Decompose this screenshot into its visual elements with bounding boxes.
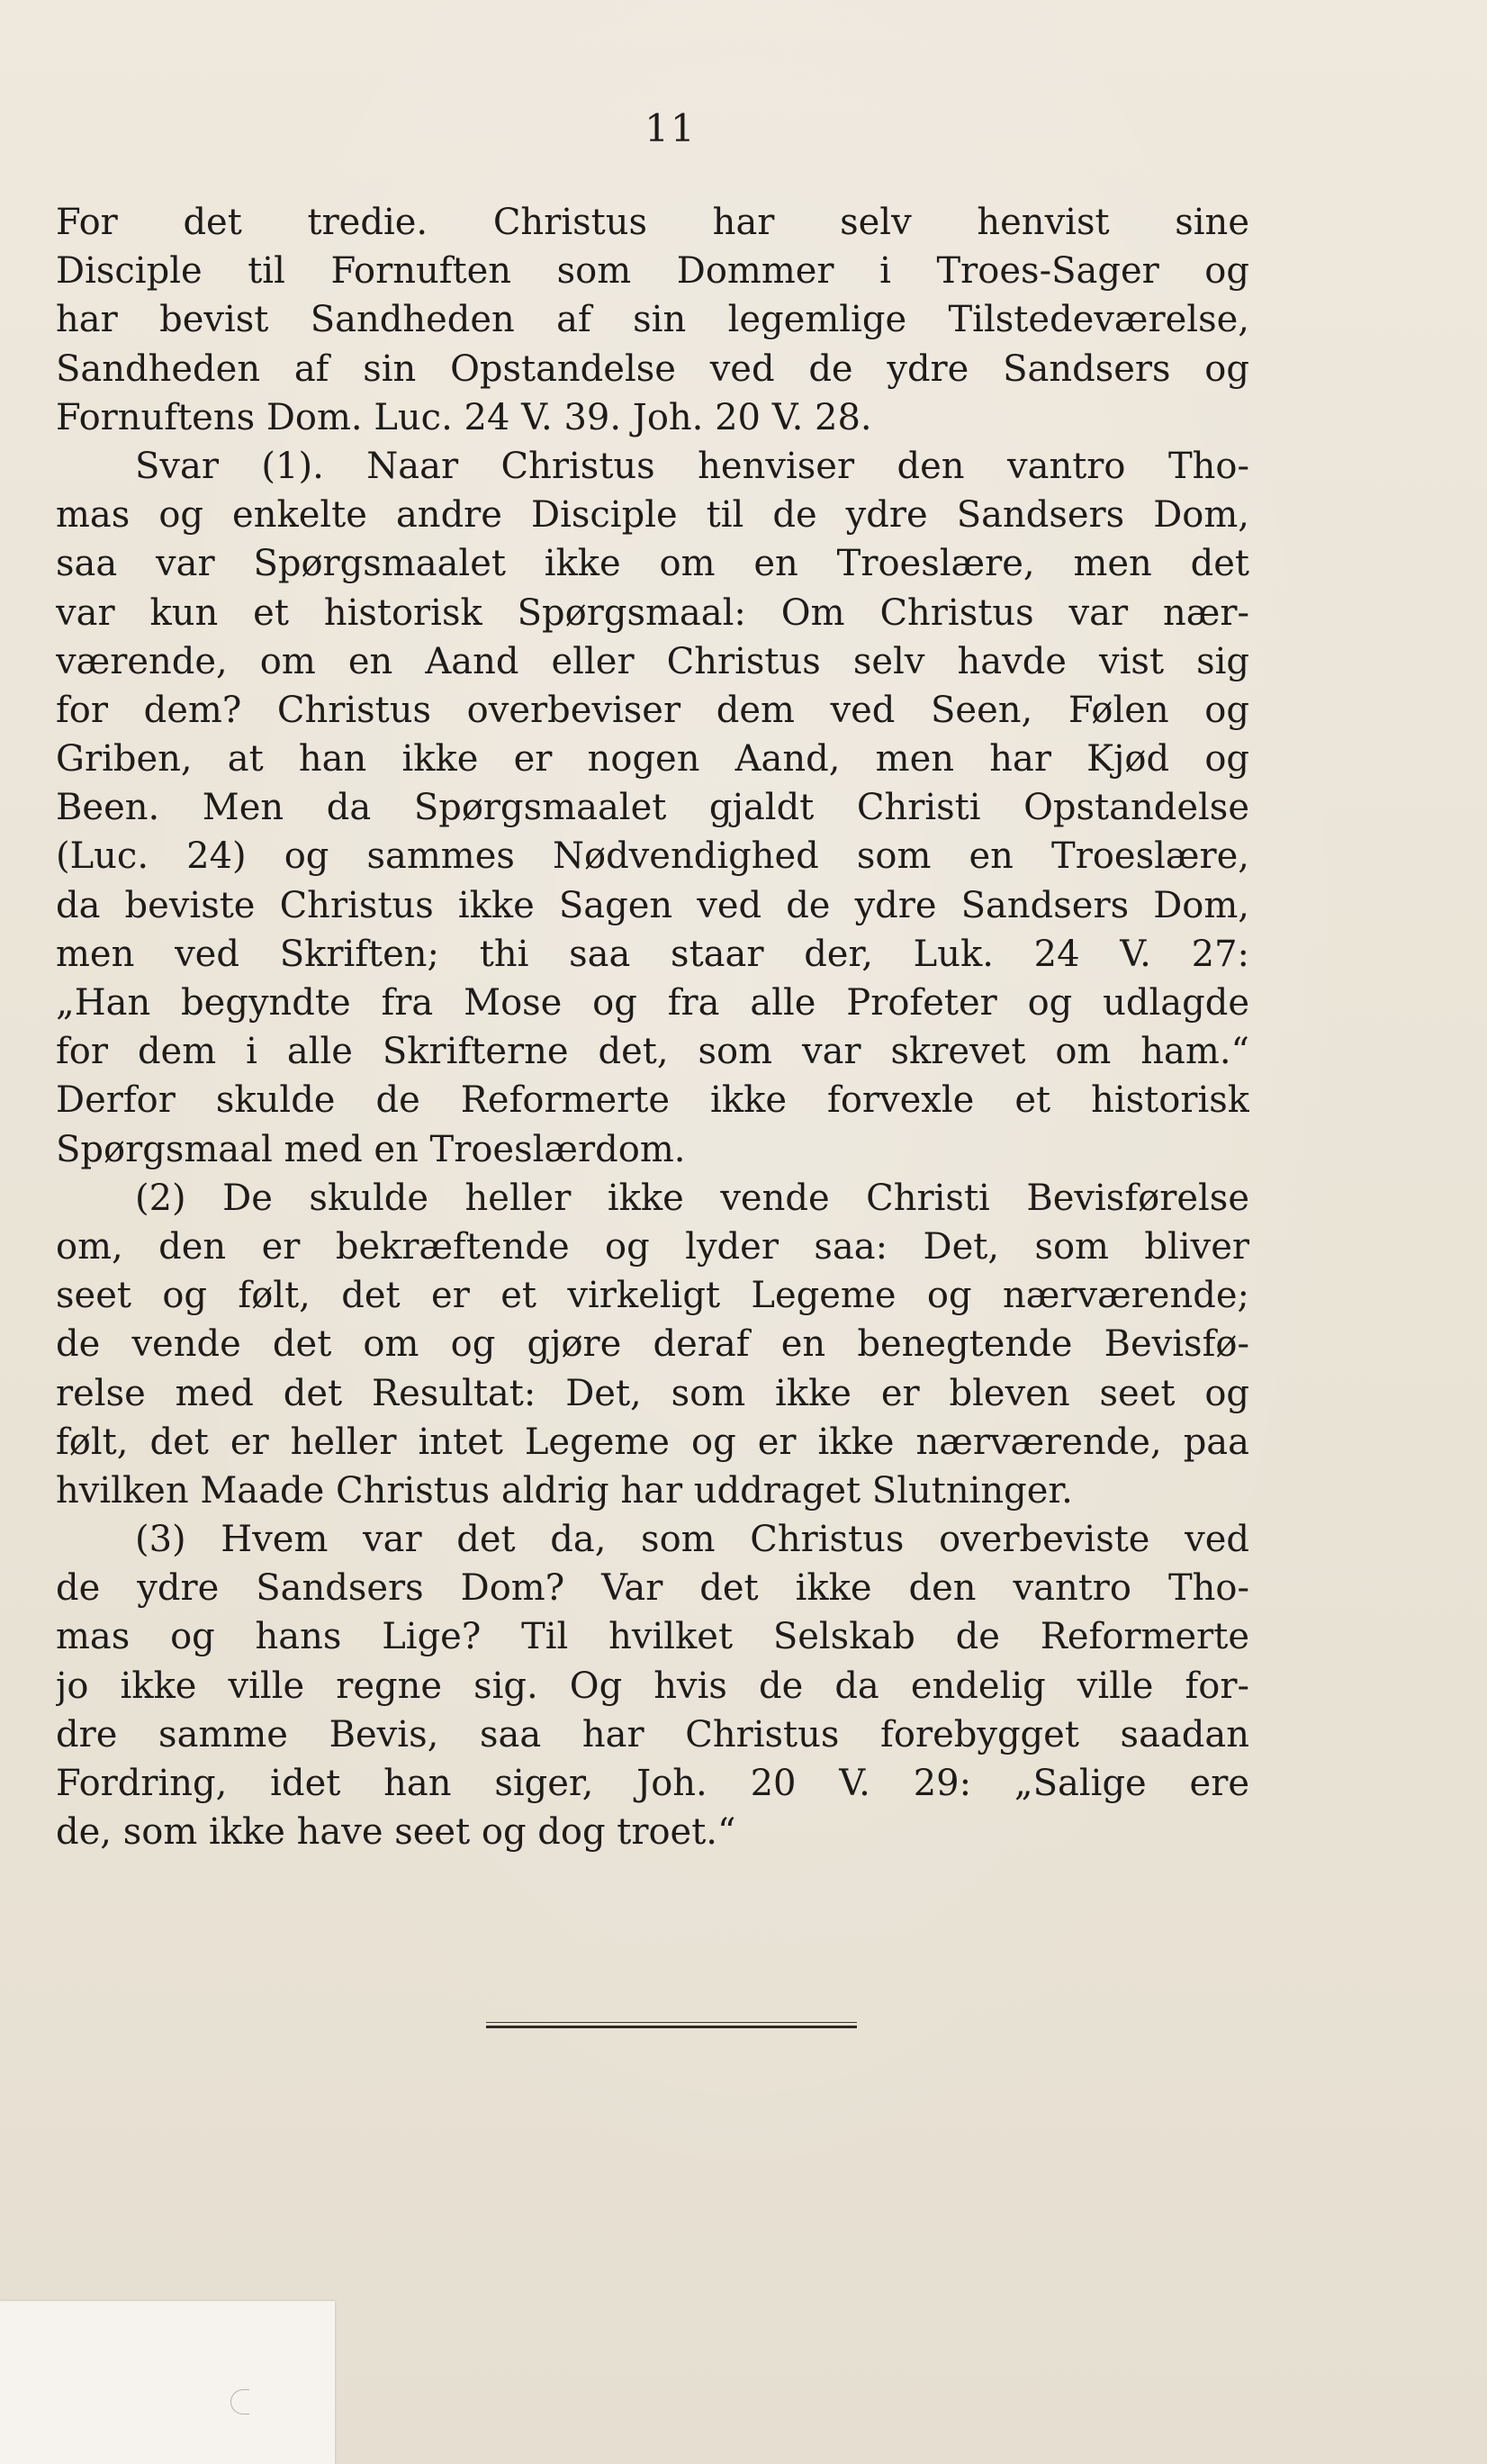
text-line: for dem? Christus overbeviser dem ved Seen, Følen og: [56, 689, 1249, 731]
text-line: For det tredie. Christus har selv henvist sine: [56, 202, 1249, 243]
text-line: mas og enkelte andre Disciple til de ydre Sandsers Dom,: [56, 494, 1249, 537]
end-rule: [486, 2022, 857, 2029]
text-line: de, som ikke have seet og dog troet.“: [56, 1811, 736, 1854]
text-line: de ydre Sandsers Dom? Var det ikke den vantro Tho-: [56, 1567, 1249, 1610]
text-line: Derfor skulde de Reformerte ikke forvexle et historisk: [56, 1079, 1249, 1122]
end-rule-thick-line: [486, 2026, 857, 2028]
text-line: de vende det om og gjøre deraf en benegtende Bevisfø-: [56, 1323, 1249, 1366]
text-line: relse med det Resultat: Det, som ikke er bleven seet og: [56, 1372, 1249, 1414]
paper-scrap: [0, 2301, 335, 2464]
text-line: men ved Skriften; thi saa staar der, Luk. 24 V. 27:: [56, 933, 1249, 975]
text-line: Svar (1). Naar Christus henviser den vantro Tho-: [135, 445, 1249, 487]
text-line: dre samme Bevis, saa har Christus forebygget saadan: [56, 1713, 1249, 1755]
text-line: da beviste Christus ikke Sagen ved de ydre Sandsers Dom,: [56, 884, 1249, 926]
text-line: „Han begyndte fra Mose og fra alle Profeter og udlagde: [56, 982, 1249, 1024]
page-number: 11: [644, 106, 697, 150]
text-line: Disciple til Fornuften som Dommer i Troes-Sager og: [56, 250, 1249, 293]
text-line: jo ikke ville regne sig. Og hvis de da endelig ville for-: [56, 1665, 1249, 1707]
text-line: Been. Men da Spørgsmaalet gjaldt Christi Opstandelse: [56, 787, 1249, 829]
text-line: Fornuftens Dom. Luc. 24 V. 39. Joh. 20 V. 28.: [56, 396, 872, 438]
text-line: hvilken Maade Christus aldrig har uddraget Slutninger.: [56, 1469, 1073, 1512]
scrap-mark: [230, 2389, 249, 2414]
text-line: saa var Spørgsmaalet ikke om en Troeslære, men det: [56, 543, 1249, 585]
text-line: følt, det er heller intet Legeme og er ikke nærværende, paa: [56, 1421, 1249, 1463]
text-line: (3) Hvem var det da, som Christus overbeviste ved: [135, 1519, 1249, 1561]
text-line: mas og hans Lige? Til hvilket Selskab de Reformerte: [56, 1616, 1249, 1658]
text-line: værende, om en Aand eller Christus selv havde vist sig: [56, 640, 1249, 682]
text-line: Griben, at han ikke er nogen Aand, men har Kjød og: [56, 738, 1249, 781]
end-rule-thin-line: [486, 2022, 857, 2023]
text-line: har bevist Sandheden af sin legemlige Tilstedeværelse,: [56, 299, 1249, 341]
text-line: Sandheden af sin Opstandelse ved de ydre Sandsers og: [56, 347, 1249, 390]
text-line: (Luc. 24) og sammes Nødvendighed som en Troeslære,: [56, 835, 1249, 878]
text-line: om, den er bekræftende og lyder saa: Det, som bliver: [56, 1225, 1249, 1268]
text-line: var kun et historisk Spørgsmaal: Om Christus var nær-: [56, 591, 1249, 634]
text-line: seet og følt, det er et virkeligt Legeme og nærværende;: [56, 1275, 1249, 1317]
text-line: Fordring, idet han siger, Joh. 20 V. 29: „Salige ere: [56, 1763, 1249, 1804]
text-line: for dem i alle Skrifterne det, som var skrevet om ham.“: [56, 1031, 1249, 1073]
body-text: [56, 198, 1249, 1856]
text-line: Spørgsmaal med en Troeslærdom.: [56, 1128, 686, 1170]
text-line: (2) De skulde heller ikke vende Christi Bevisførelse: [135, 1177, 1249, 1219]
